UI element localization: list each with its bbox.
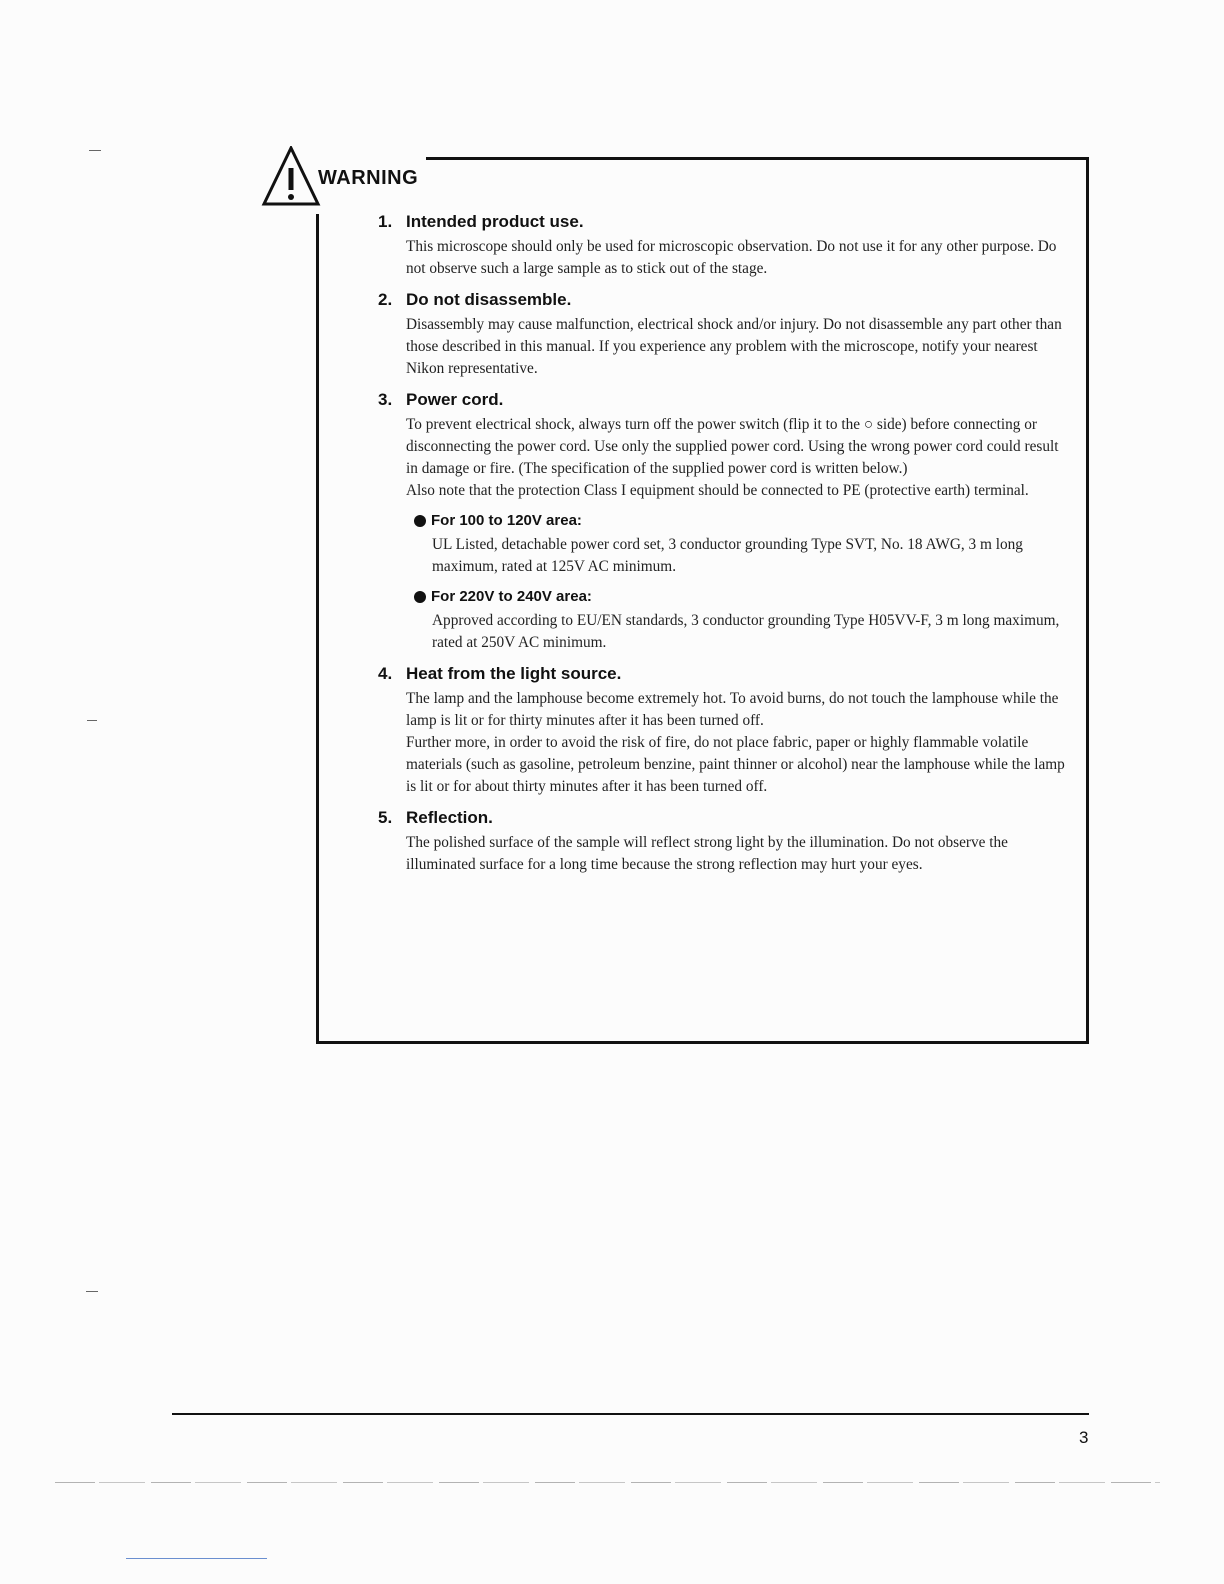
section-body	[406, 832, 1068, 876]
section-paragraph: The lamp and the lamphouse become extremely hot. To avoid burns, do not touch the lamphouse while the lamp is lit or for thirty minutes after it has been turned off.	[406, 690, 1059, 729]
warning-box-left-rule	[316, 214, 319, 1044]
section-do-not-disassemble	[378, 290, 1068, 380]
section-power-cord	[378, 390, 1068, 654]
subsection-heading	[414, 510, 1068, 532]
section-heading	[378, 290, 1068, 310]
warning-header	[260, 146, 426, 208]
subsection-text: Approved according to EU/EN standards, 3 conductor grounding Type H05VV-F, 3 m long maximum, rated at 250V AC minimum.	[432, 612, 1060, 651]
section-title: Intended product use.	[406, 212, 584, 231]
section-title: Do not disassemble.	[406, 290, 572, 309]
bullet-icon	[414, 591, 426, 603]
section-paragraph: Further more, in order to avoid the risk of fire, do not place fabric, paper or highly flammable volatile materials (such as gasoline, petroleum benzine, paint thinner or alcohol) near the lamphouse while the lamp is lit or for about thirty minutes after it has been turned off.	[406, 734, 1065, 795]
section-number: 5.	[378, 808, 393, 827]
warning-content	[378, 212, 1068, 886]
subsection-220-240v	[432, 586, 1068, 654]
subsection-100-120v	[432, 510, 1068, 578]
section-body	[406, 414, 1068, 654]
subsection-heading	[414, 586, 1068, 608]
section-paragraph: This microscope should only be used for microscopic observation. Do not use it for any other purpose. Do not observe such a large sample as to stick out of the stage.	[406, 238, 1057, 277]
scan-speck	[89, 150, 101, 151]
scan-artifact-blue-line	[126, 1558, 267, 1559]
section-title: Reflection.	[406, 808, 493, 827]
section-reflection	[378, 808, 1068, 876]
subsection-title: For 220V to 240V area:	[431, 588, 592, 605]
warning-title: WARNING	[318, 167, 419, 189]
section-number: 1.	[378, 212, 393, 231]
section-paragraph: The polished surface of the sample will reflect strong light by the illumination. Do not observe the illuminated surface for a long time because the strong reflection may hurt your eyes.	[406, 834, 1008, 873]
section-heading	[378, 390, 1068, 410]
section-paragraph: To prevent electrical shock, always turn off the power switch (flip it to the ○ side) before connecting or disconnecting the power cord. Use only the supplied power cord. Using the wrong power cord could result in damage or fire. (The specification of the supplied power cord is written below.)	[406, 416, 1059, 477]
section-paragraph: Also note that the protection Class I equipment should be connected to PE (protective earth) terminal.	[406, 482, 1029, 499]
subsection-text: UL Listed, detachable power cord set, 3 conductor grounding Type SVT, No. 18 AWG, 3 m long maximum, rated at 125V AC minimum.	[432, 536, 1023, 575]
section-heading	[378, 664, 1068, 684]
warning-triangle-icon	[260, 146, 322, 208]
section-heading	[378, 808, 1068, 828]
scan-artifact-line	[55, 1482, 1160, 1483]
section-heading	[378, 212, 1068, 232]
footer-rule	[172, 1413, 1089, 1415]
section-body	[406, 236, 1068, 280]
section-number: 2.	[378, 290, 393, 309]
subsection-title: For 100 to 120V area:	[431, 512, 582, 529]
scan-speck	[86, 1291, 98, 1292]
section-number: 3.	[378, 390, 393, 409]
section-intended-use	[378, 212, 1068, 280]
bullet-icon	[414, 515, 426, 527]
section-body	[406, 314, 1068, 380]
section-paragraph: Disassembly may cause malfunction, electrical shock and/or injury. Do not disassemble any part other than those described in this manual. If you experience any problem with the microscope, notify your nearest Nikon representative.	[406, 316, 1062, 377]
section-title: Power cord.	[406, 390, 504, 409]
section-heat-from-light-source	[378, 664, 1068, 798]
section-title: Heat from the light source.	[406, 664, 622, 683]
page-number: 3	[1079, 1428, 1089, 1447]
section-body	[406, 688, 1068, 798]
scan-speck	[87, 720, 97, 721]
section-number: 4.	[378, 664, 393, 683]
